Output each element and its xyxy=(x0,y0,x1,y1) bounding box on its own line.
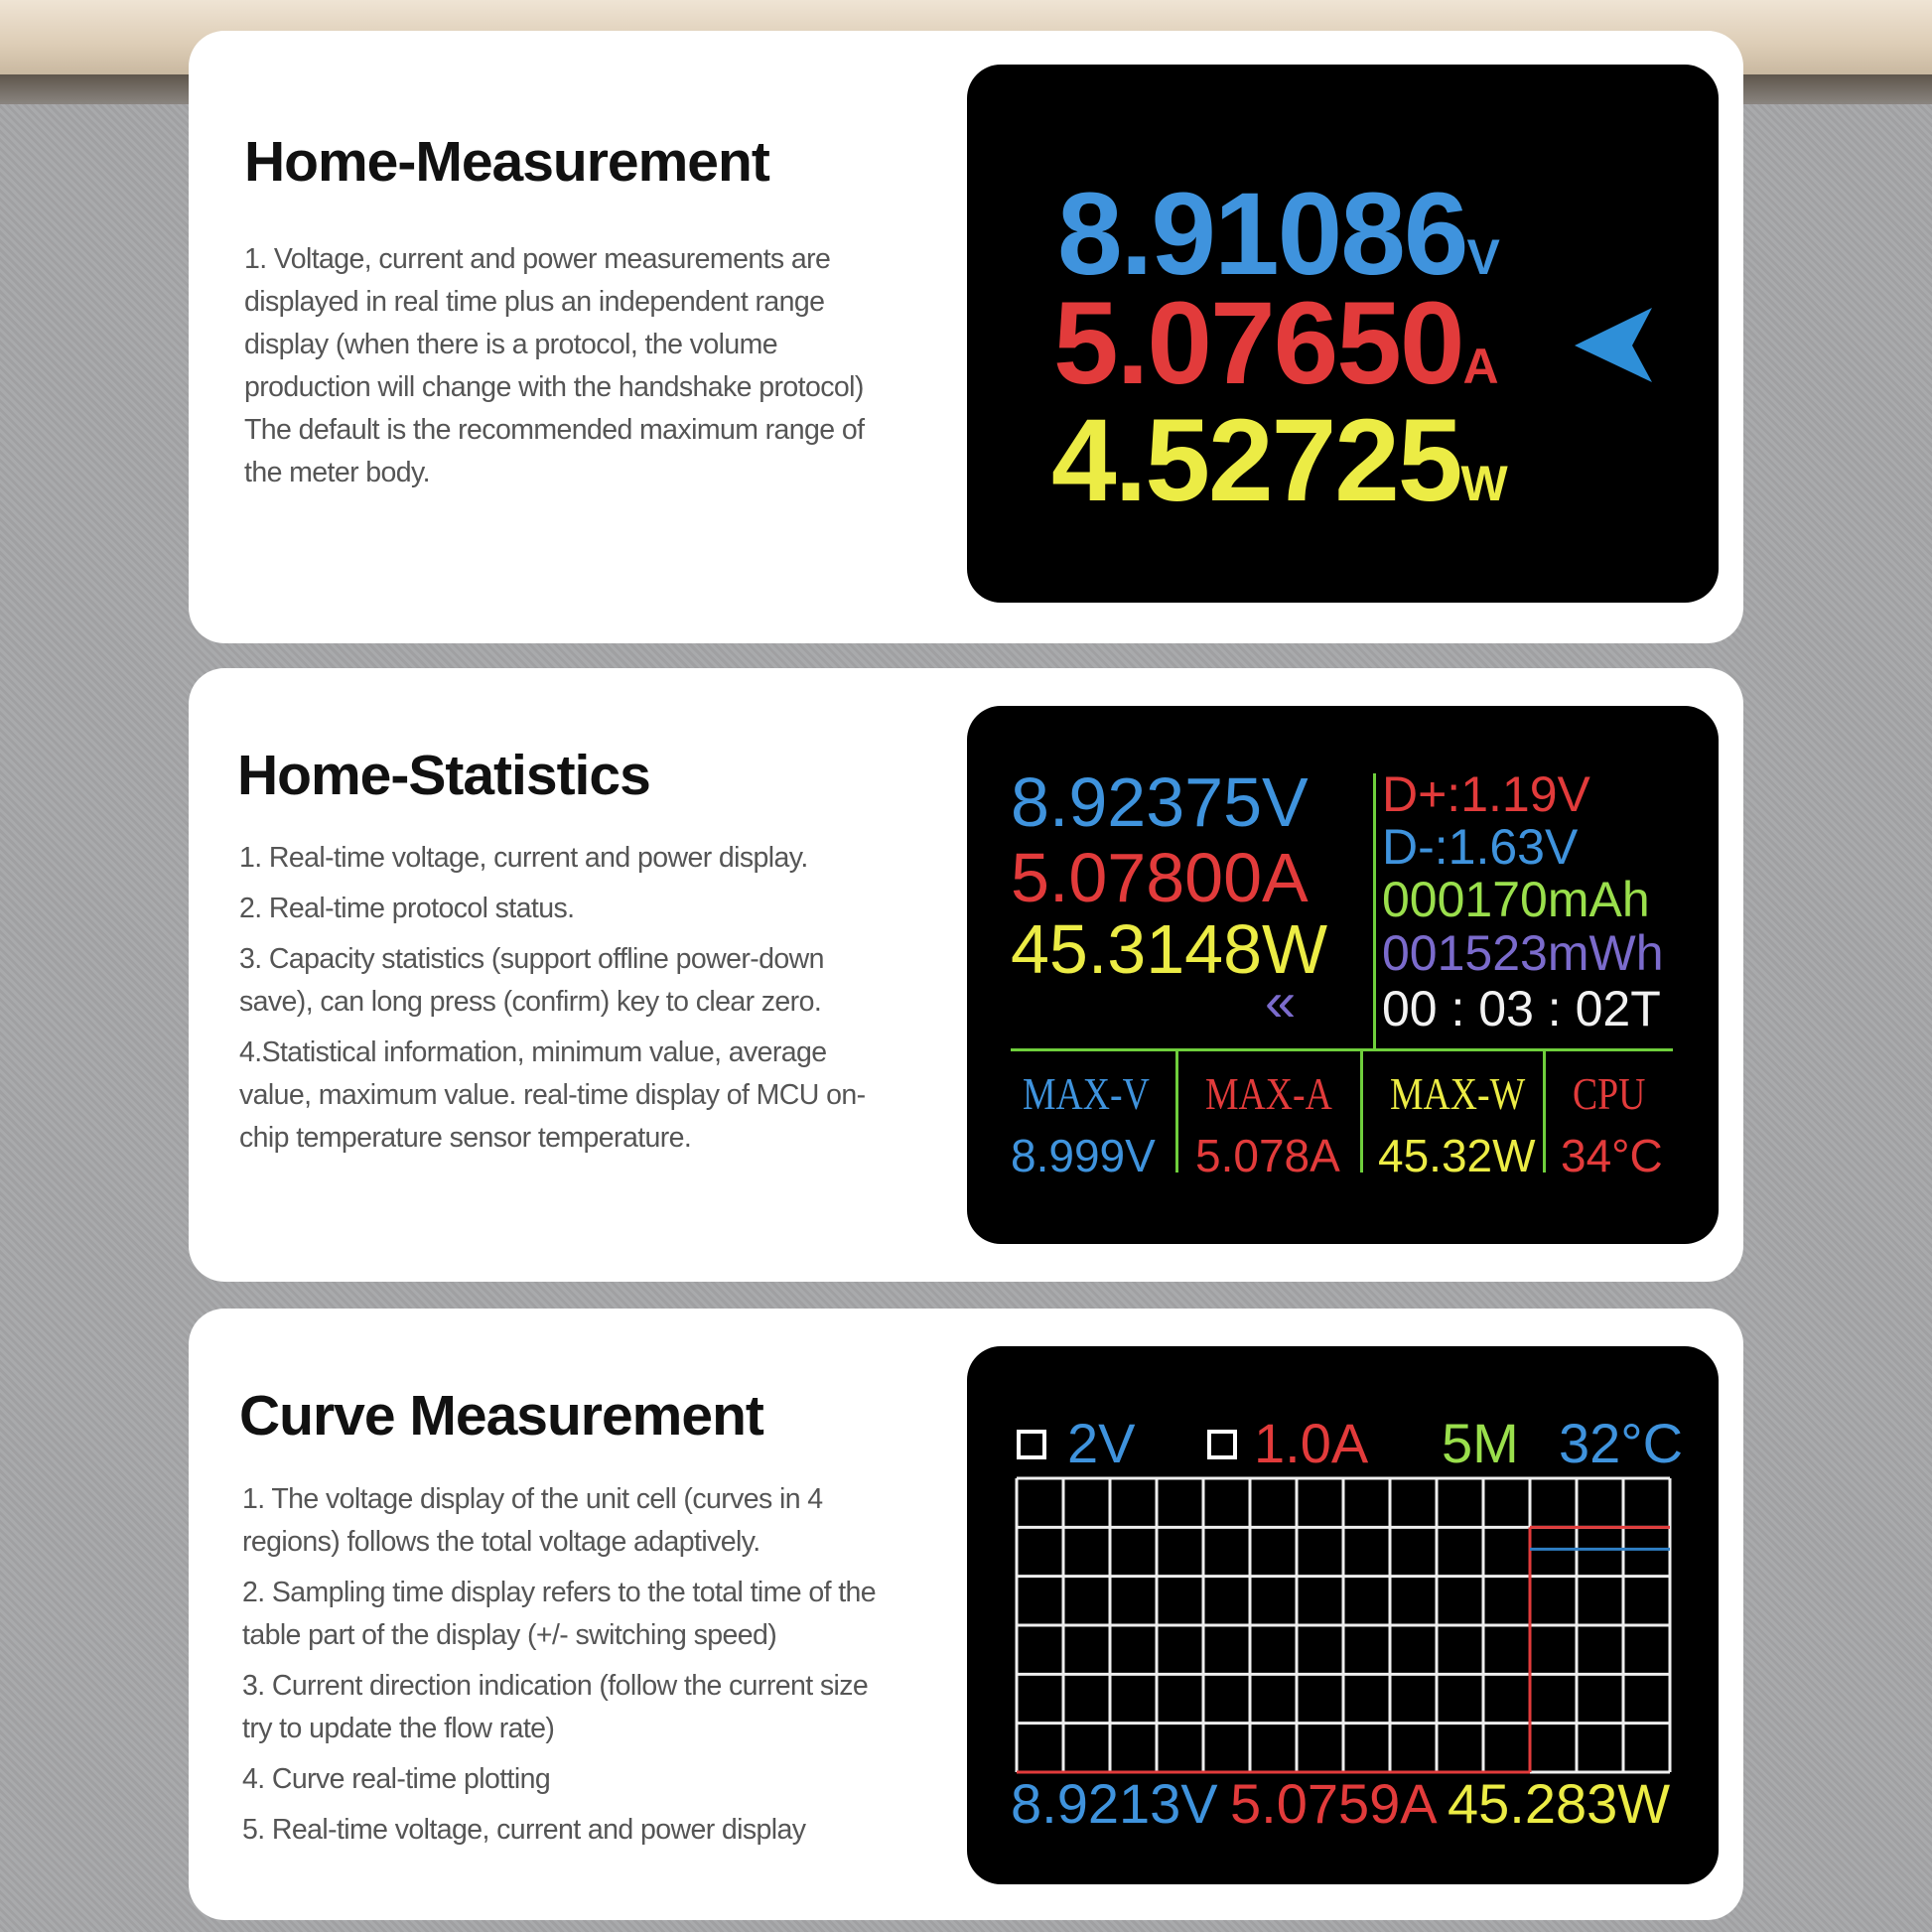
stat-value: 8.999V xyxy=(1011,1130,1156,1181)
stat-label: MAX-A xyxy=(1205,1068,1332,1119)
description-text: 1. Voltage, current and power measurements are displayed in real time plus an independent range display (when there is a protocol, the volume production will change with the handshake protocol) The default is the recommended maximum range of the meter body. xyxy=(244,243,865,488)
stat-label: CPU xyxy=(1573,1068,1646,1119)
direction-arrows-icon: « xyxy=(1265,970,1297,1033)
list-item: 3. Current direction indication (follow the current size try to update the flow rate) xyxy=(242,1670,869,1744)
feature-list xyxy=(239,837,895,1168)
stat-value: 5.078A xyxy=(1195,1130,1340,1181)
section-title: Home-Statistics xyxy=(237,744,650,807)
current-direction-arrow-icon xyxy=(1575,308,1654,382)
list-item: 1. The voltage display of the unit cell (curves in 4 regions) follows the total voltage adaptively. xyxy=(242,1483,823,1558)
stat-value: 45.32W xyxy=(1378,1130,1536,1181)
divider xyxy=(1360,1049,1363,1173)
dminus-voltage: D-:1.63V xyxy=(1382,819,1579,875)
list-item: 4. Curve real-time plotting xyxy=(242,1763,551,1795)
list-item: 5. Real-time voltage, current and power display xyxy=(242,1814,806,1846)
list-item: 2. Real-time protocol status. xyxy=(239,893,575,924)
current-checkbox-icon xyxy=(1207,1430,1237,1459)
sampling-time: 5M xyxy=(1442,1412,1519,1474)
meter-screen-measurement xyxy=(967,65,1719,603)
stat-value: 34°C xyxy=(1561,1130,1663,1181)
stat-label: MAX-V xyxy=(1023,1068,1150,1119)
current-scale: 1.0A xyxy=(1254,1412,1369,1474)
section-title: Curve Measurement xyxy=(239,1384,763,1448)
section-description xyxy=(244,238,880,502)
divider xyxy=(1373,773,1376,1049)
list-item: 3. Capacity statistics (support offline power-down save), can long press (confirm) key to clear zero. xyxy=(239,943,824,1018)
meter-screen-statistics xyxy=(967,706,1719,1244)
power-value: 45.3148W xyxy=(1011,910,1328,988)
voltage-checkbox-icon xyxy=(1017,1430,1046,1459)
meter-screen-curve xyxy=(967,1346,1719,1884)
stat-label: MAX-W xyxy=(1390,1068,1526,1119)
list-item: 2. Sampling time display refers to the total time of the table part of the display (+/- switching speed) xyxy=(242,1577,877,1651)
divider xyxy=(1011,1048,1673,1051)
voltage-value: 8.92375V xyxy=(1011,763,1309,841)
power-value: 45.283W xyxy=(1448,1772,1671,1835)
current-value: 5.07800A xyxy=(1011,839,1309,916)
section-title: Home-Measurement xyxy=(244,130,769,194)
feature-list xyxy=(242,1478,888,1860)
elapsed-time: 00 : 03 : 02T xyxy=(1382,981,1661,1036)
list-item: 4.Statistical information, minimum value, average value, maximum value. real-time display of MCU on-chip temperature sensor temperature. xyxy=(239,1036,866,1154)
temperature: 32°C xyxy=(1559,1412,1684,1474)
dplus-voltage: D+:1.19V xyxy=(1382,766,1590,822)
curve-plot-grid xyxy=(1015,1476,1672,1774)
list-item: 1. Real-time voltage, current and power display. xyxy=(239,842,808,874)
divider xyxy=(1543,1049,1546,1173)
voltage-scale: 2V xyxy=(1067,1412,1136,1474)
power-unit: W xyxy=(1460,456,1508,511)
capacity-mah: 000170mAh xyxy=(1382,872,1650,927)
voltage-unit: V xyxy=(1466,229,1500,285)
voltage-value: 8.91086 xyxy=(1057,169,1467,300)
current-unit: A xyxy=(1462,339,1499,394)
current-value: 5.0759A xyxy=(1230,1772,1438,1835)
energy-mwh: 001523mWh xyxy=(1382,925,1664,981)
power-value: 4.52725 xyxy=(1051,395,1461,526)
current-value: 5.07650 xyxy=(1053,278,1463,409)
divider xyxy=(1175,1049,1178,1173)
voltage-value: 8.9213V xyxy=(1011,1772,1218,1835)
